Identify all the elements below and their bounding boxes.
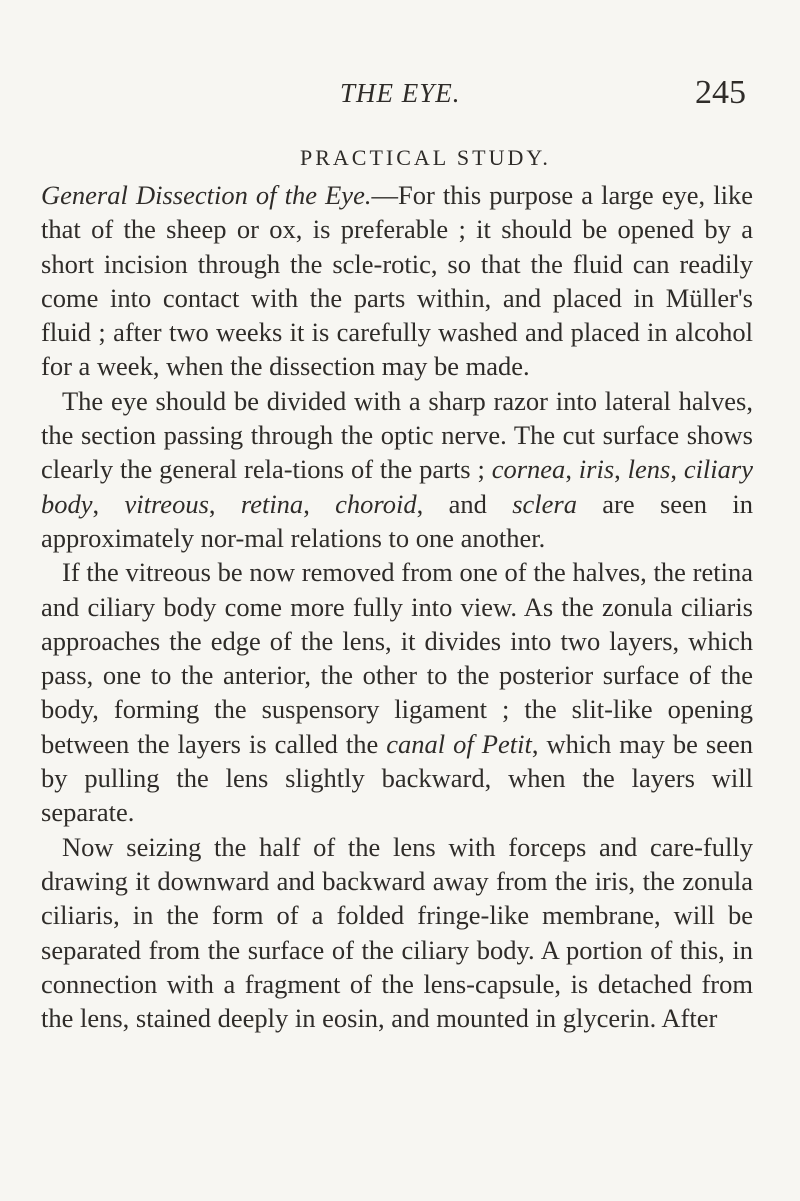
separator: ,	[208, 488, 241, 519]
paragraph-text: Now seizing the half of the lens with forceps and care-fully drawing it downward and backward away from the iris, the zonula ciliaris, in the form of a folded fringe-like membrane, will be separated from the surface of the ciliary body. A portion of this, in connection with a fragment of the lens-capsule, is detached from the lens, stained deeply in eosin, and mounted in glycerin. After	[41, 831, 753, 1034]
term-cornea: cornea	[491, 454, 566, 485]
running-header	[0, 74, 800, 114]
separator: ,	[670, 454, 684, 485]
separator: ,	[565, 454, 579, 485]
page-number: 245	[695, 74, 746, 111]
paragraph-1	[41, 178, 753, 384]
paragraph-text: —For this purpose a large eye, like that of the sheep or ox, is preferable ; it should be opened by a short incision through the scle-rotic, so that the fluid can readily come into contact with the parts within, and placed in Müller's fluid ; after two weeks it is carefully washed and placed in alcohol for a week, when the dissection may be made.	[41, 180, 753, 382]
paragraph-text: The eye should be divided with a sharp razor into lateral halves, the section passing through the optic nerve. The cut surface shows clearly the general rela-tions of the parts ;	[41, 385, 753, 485]
separator: , and	[416, 488, 513, 519]
body-text	[41, 178, 753, 1035]
separator: ,	[614, 454, 628, 485]
paragraph-4	[41, 830, 753, 1036]
paragraph-2	[41, 384, 753, 555]
running-title: THE EYE.	[340, 78, 461, 108]
separator: ,	[92, 488, 125, 519]
term-iris: iris	[578, 454, 615, 485]
section-heading: PRACTICAL STUDY.	[300, 145, 551, 170]
paragraph-text: , which may be seen by pulling the lens slightly backward, when the layers will separate.	[41, 728, 753, 828]
term-choroid: choroid	[335, 488, 417, 519]
separator: ,	[303, 488, 336, 519]
paragraph-lead-title: General Dissection of the Eye.	[41, 180, 372, 210]
term-retina: retina	[240, 488, 304, 519]
paragraph-3	[41, 555, 753, 829]
term-canal-of-petit: canal of Petit	[386, 728, 532, 759]
term-sclera: sclera	[512, 488, 577, 519]
paragraph-text: are seen in approximately nor-mal relations to one another.	[41, 488, 754, 553]
paragraph-text: If the vitreous be now removed from one of the halves, the retina and ciliary body come more fully into view. As the zonula ciliaris approaches the edge of the lens, it divides into two layers, which pass, one to the anterior, the other to the posterior surface of the body, forming the suspensory ligament ; the slit-like opening between the layers is called the	[41, 557, 753, 759]
term-ciliary-body: ciliary body	[41, 454, 753, 519]
term-vitreous: vitreous	[124, 488, 209, 519]
term-lens: lens	[627, 454, 671, 485]
